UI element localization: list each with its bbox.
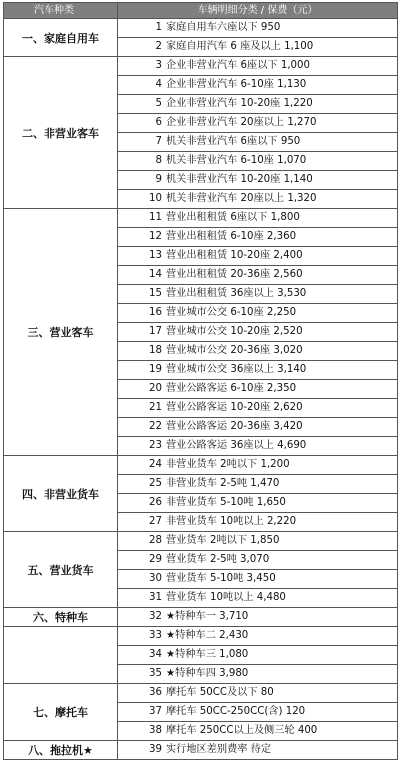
detail-cell — [118, 418, 398, 437]
item-number: 11 — [149, 212, 162, 223]
detail-cell — [118, 684, 398, 703]
item-description: 摩托车 50CC-250CC(含) 120 — [166, 706, 306, 717]
item-number: 15 — [149, 288, 162, 299]
item-number: 25 — [149, 478, 162, 489]
item-description: ★特种车二 2,430 — [166, 630, 249, 641]
detail-cell — [118, 513, 398, 532]
category-cell: 三、营业客车 — [4, 209, 118, 456]
detail-cell — [118, 247, 398, 266]
item-number: 36 — [149, 687, 162, 698]
detail-cell — [118, 494, 398, 513]
item-description: 营业公路客运 20-36座 3,420 — [166, 421, 303, 432]
item-number: 9 — [155, 174, 162, 185]
item-number: 13 — [149, 250, 162, 261]
table-header-row — [4, 3, 398, 19]
detail-cell — [118, 209, 398, 228]
item-description: 营业货车 5-10吨 3,450 — [166, 573, 276, 584]
item-number: 21 — [149, 402, 162, 413]
category-cell-empty — [4, 627, 118, 684]
item-description: 营业城市公交 10-20座 2,520 — [166, 326, 303, 337]
detail-cell — [118, 627, 398, 646]
premium-table-container — [0, 2, 400, 757]
item-description: 非营业货车 2吨以下 1,200 — [166, 459, 290, 470]
item-number: 24 — [149, 459, 162, 470]
table-row — [4, 209, 398, 228]
category-cell: 六、特种车 — [4, 608, 118, 627]
detail-cell — [118, 665, 398, 684]
item-number: 27 — [149, 516, 162, 527]
detail-cell — [118, 38, 398, 57]
header-detail-premium: 车辆明细分类 / 保费（元） — [118, 3, 398, 19]
item-description: ★特种车三 1,080 — [166, 649, 249, 660]
detail-cell — [118, 570, 398, 589]
item-description: 营业出租租赁 36座以上 3,530 — [166, 288, 307, 299]
item-description: 摩托车 250CC以上及侧三轮 400 — [166, 725, 318, 736]
detail-cell — [118, 399, 398, 418]
detail-cell — [118, 171, 398, 190]
item-number: 31 — [149, 592, 162, 603]
category-cell: 七、摩托车 — [4, 684, 118, 741]
item-description: 营业出租租赁 6-10座 2,360 — [166, 231, 297, 242]
item-description: 营业货车 10吨以上 4,480 — [166, 592, 286, 603]
item-description: 营业城市公交 20-36座 3,020 — [166, 345, 303, 356]
item-number: 33 — [149, 630, 162, 641]
item-number: 10 — [149, 193, 162, 204]
detail-cell — [118, 95, 398, 114]
detail-cell — [118, 703, 398, 722]
item-number: 26 — [149, 497, 162, 508]
item-number: 5 — [155, 98, 162, 109]
table-body — [4, 19, 398, 760]
item-number: 4 — [155, 79, 162, 90]
table-row — [4, 456, 398, 475]
detail-cell — [118, 152, 398, 171]
item-number: 14 — [149, 269, 162, 280]
detail-cell — [118, 722, 398, 741]
item-description: 营业货车 2吨以下 1,850 — [166, 535, 280, 546]
table-row — [4, 19, 398, 38]
table-row — [4, 532, 398, 551]
item-number: 22 — [149, 421, 162, 432]
item-description: 营业货车 2-5吨 3,070 — [166, 554, 270, 565]
detail-cell — [118, 608, 398, 627]
detail-cell — [118, 741, 398, 760]
item-description: 营业公路客运 6-10座 2,350 — [166, 383, 297, 394]
item-number: 39 — [149, 744, 162, 755]
detail-cell — [118, 228, 398, 247]
item-number: 3 — [155, 60, 162, 71]
table-row — [4, 741, 398, 760]
item-description: ★特种车一 3,710 — [166, 611, 249, 622]
item-number: 1 — [155, 22, 162, 33]
item-number: 23 — [149, 440, 162, 451]
item-description: 营业公路客运 36座以上 4,690 — [166, 440, 307, 451]
item-description: 实行地区差别费率 待定 — [166, 744, 272, 755]
detail-cell — [118, 589, 398, 608]
detail-cell — [118, 475, 398, 494]
header-vehicle-type: 汽车种类 — [4, 3, 118, 19]
item-number: 20 — [149, 383, 162, 394]
item-description: 机关非营业汽车 6座以下 950 — [166, 136, 301, 147]
item-description: 企业非营业汽车 6座以下 1,000 — [166, 60, 310, 71]
category-cell: 四、非营业货车 — [4, 456, 118, 532]
table-row — [4, 608, 398, 627]
detail-cell — [118, 532, 398, 551]
item-number: 38 — [149, 725, 162, 736]
detail-cell — [118, 57, 398, 76]
detail-cell — [118, 266, 398, 285]
item-number: 19 — [149, 364, 162, 375]
item-number: 35 — [149, 668, 162, 679]
item-description: 非营业货车 2-5吨 1,470 — [166, 478, 280, 489]
item-number: 6 — [155, 117, 162, 128]
category-cell: 八、拖拉机★ — [4, 741, 118, 760]
item-description: 企业非营业汽车 6-10座 1,130 — [166, 79, 307, 90]
detail-cell — [118, 361, 398, 380]
detail-cell — [118, 114, 398, 133]
category-cell: 五、营业货车 — [4, 532, 118, 608]
item-description: 非营业货车 10吨以上 2,220 — [166, 516, 297, 527]
item-number: 37 — [149, 706, 162, 717]
item-number: 32 — [149, 611, 162, 622]
detail-cell — [118, 285, 398, 304]
item-description: 营业城市公交 36座以上 3,140 — [166, 364, 307, 375]
table-row — [4, 684, 398, 703]
premium-table — [3, 2, 398, 760]
item-number: 7 — [155, 136, 162, 147]
detail-cell — [118, 551, 398, 570]
item-number: 34 — [149, 649, 162, 660]
detail-cell — [118, 76, 398, 95]
item-description: 机关非营业汽车 20座以上 1,320 — [166, 193, 317, 204]
detail-cell — [118, 342, 398, 361]
table-row — [4, 627, 398, 646]
detail-cell — [118, 190, 398, 209]
item-number: 8 — [155, 155, 162, 166]
item-number: 17 — [149, 326, 162, 337]
item-description: 家庭自用车六座以下 950 — [166, 22, 281, 33]
item-description: 营业出租租赁 10-20座 2,400 — [166, 250, 303, 261]
item-description: 营业城市公交 6-10座 2,250 — [166, 307, 297, 318]
item-description: 机关非营业汽车 6-10座 1,070 — [166, 155, 307, 166]
item-number: 2 — [155, 41, 162, 52]
table-row — [4, 57, 398, 76]
detail-cell — [118, 133, 398, 152]
detail-cell — [118, 19, 398, 38]
item-number: 16 — [149, 307, 162, 318]
category-cell: 二、非营业客车 — [4, 57, 118, 209]
detail-cell — [118, 646, 398, 665]
item-description: 非营业货车 5-10吨 1,650 — [166, 497, 286, 508]
detail-cell — [118, 437, 398, 456]
item-description: ★特种车四 3,980 — [166, 668, 249, 679]
item-description: 营业公路客运 10-20座 2,620 — [166, 402, 303, 413]
item-description: 摩托车 50CC及以下 80 — [166, 687, 274, 698]
item-number: 29 — [149, 554, 162, 565]
item-description: 家庭自用汽车 6 座及以上 1,100 — [166, 41, 314, 52]
detail-cell — [118, 323, 398, 342]
item-number: 18 — [149, 345, 162, 356]
category-cell: 一、家庭自用车 — [4, 19, 118, 57]
item-description: 企业非营业汽车 20座以上 1,270 — [166, 117, 317, 128]
item-description: 机关非营业汽车 10-20座 1,140 — [166, 174, 313, 185]
item-number: 28 — [149, 535, 162, 546]
item-description: 营业出租租赁 20-36座 2,560 — [166, 269, 303, 280]
item-number: 12 — [149, 231, 162, 242]
item-description: 营业出租租赁 6座以下 1,800 — [166, 212, 300, 223]
item-number: 30 — [149, 573, 162, 584]
detail-cell — [118, 380, 398, 399]
detail-cell — [118, 304, 398, 323]
detail-cell — [118, 456, 398, 475]
item-description: 企业非营业汽车 10-20座 1,220 — [166, 98, 313, 109]
